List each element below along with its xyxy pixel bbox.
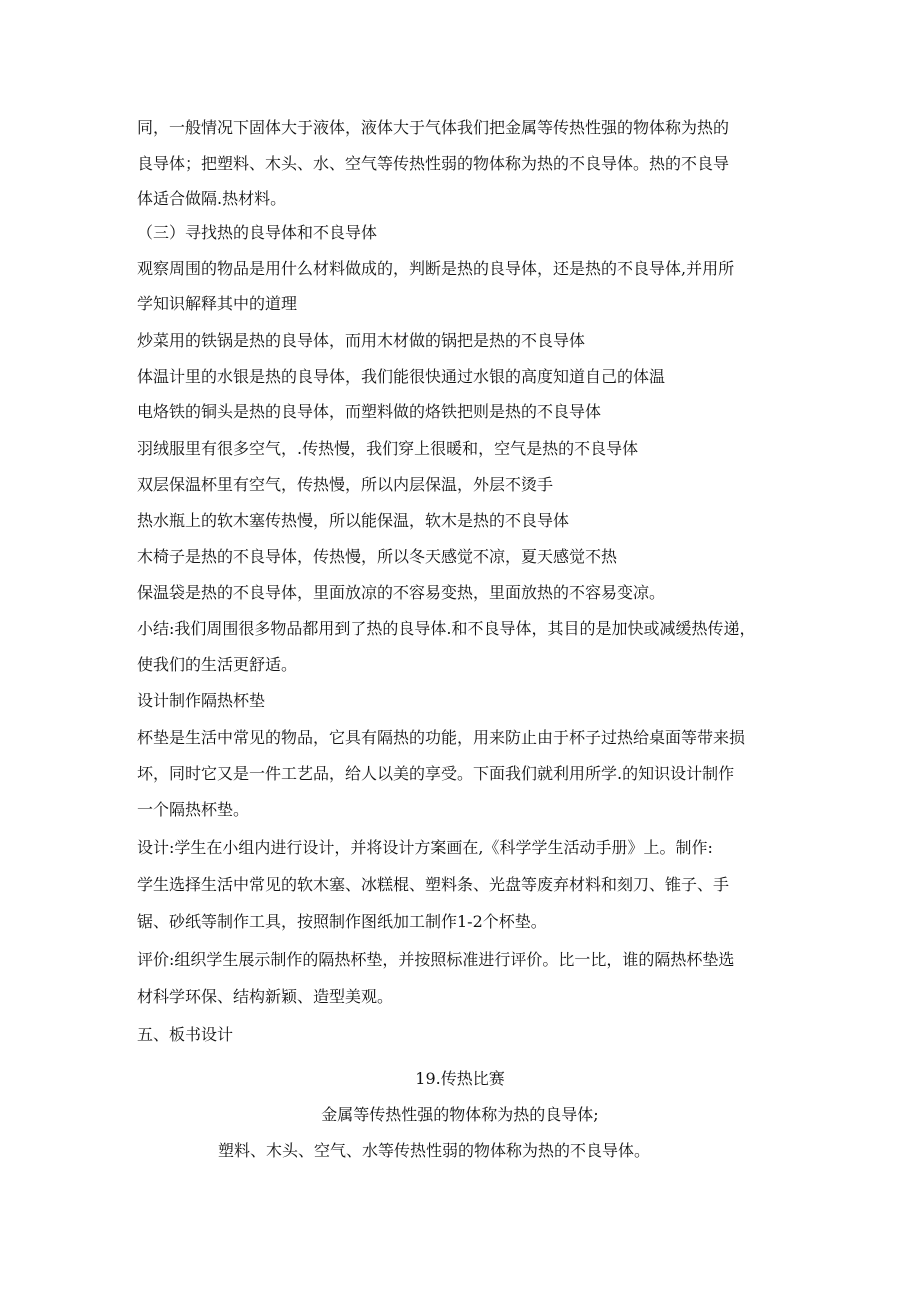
paragraph-line: 锯、砂纸等制作工具，按照制作图纸加工制作1-2个杯垫。 [137, 912, 547, 931]
board-line: 金属等传热性强的物体称为热的良导体; [321, 1105, 599, 1124]
section-heading: 五、板书设计 [137, 1025, 234, 1044]
paragraph-line: 热水瓶上的软木塞传热慢，所以能保温，软木是热的不良导体 [137, 511, 570, 530]
paragraph-line: 双层保温杯里有空气，传热慢，所以内层保温，外层不烫手 [137, 475, 554, 494]
paragraph-line: 良导体；把塑料、木头、水、空气等传热性弱的物体称为热的不良导体。热的不良导 [137, 154, 730, 173]
paragraph-line: 羽绒服里有很多空气，.传热慢，我们穿上很暖和，空气是热的不良导体 [137, 439, 639, 458]
paragraph-line: 杯垫是生活中常见的物品，它具有隔热的功能，用来防止由于杯子过热给桌面等带来损 [137, 728, 746, 747]
paragraph-line: 设计:学生在小组内进行设计，并将设计方案画在,《科学学生活动手册》上。制作: [137, 838, 713, 857]
paragraph-line: 一个隔热杯垫。 [137, 800, 250, 819]
paragraph-line: 保温袋是热的不良导体，里面放凉的不容易变热，里面放热的不容易变凉。 [137, 583, 666, 602]
paragraph-line: 炒菜用的铁锅是热的良导体，而用木材做的锅把是热的不良导体 [137, 331, 586, 350]
paragraph-line: 学知识解释其中的道理 [137, 294, 298, 313]
summary-line: 小结:我们周围很多物品都用到了热的良导体.和不良导体，其目的是加快或减缓热传递， [137, 619, 756, 638]
paragraph-line: 木椅子是热的不良导体，传热慢，所以冬天感觉不凉，夏天感觉不热 [137, 547, 618, 566]
paragraph-line: 体温计里的水银是热的良导体，我们能很快通过水银的高度知道自己的体温 [137, 367, 666, 386]
paragraph-line: 材科学环保、结构新颖、造型美观。 [137, 987, 394, 1006]
section-heading: 设计制作隔热杯垫 [137, 691, 266, 710]
paragraph-line: 坏，同时它又是一件工艺品，给人以美的享受。下面我们就利用所学.的知识设计制作 [137, 764, 735, 783]
board-line: 塑料、木头、空气、水等传热性弱的物体称为热的不良导体。 [217, 1141, 650, 1160]
board-title: 19.传热比赛 [415, 1069, 505, 1088]
paragraph-line: 观察周围的物品是用什么材料做成的，判断是热的良导体，还是热的不良导体,并用所 [137, 259, 735, 278]
paragraph-line: 体适合做隔.热材料。 [137, 189, 287, 208]
summary-line: 使我们的生活更舒适。 [137, 655, 298, 674]
paragraph-line: 同，一般情况下固体大于液体，液体大于气体我们把金属等传热性强的物体称为热的 [137, 118, 730, 137]
section-heading: （三）寻找热的良导体和不良导体 [137, 223, 378, 242]
paragraph-line: 电烙铁的铜头是热的良导体，而塑料做的烙铁把则是热的不良导体 [137, 402, 602, 421]
paragraph-line: 学生选择生活中常见的软木塞、冰糕棍、塑料条、光盘等废弃材料和刻刀、锥子、手 [137, 875, 730, 894]
paragraph-line: 评价:组织学生展示制作的隔热杯垫，并按照标准进行评价。比一比，谁的隔热杯垫选 [137, 950, 735, 969]
